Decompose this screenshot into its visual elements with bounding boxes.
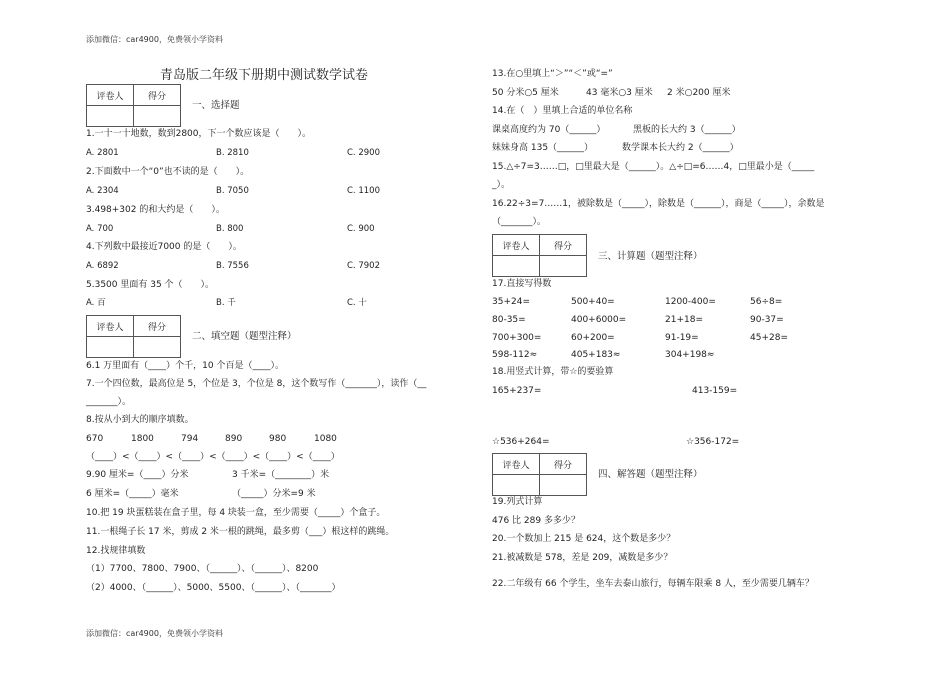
calc-item: 598-112≈	[492, 350, 538, 360]
question-18c: ☆536+264=	[492, 437, 550, 447]
question-21: 21.被减数是 578，差是 209，减数是多少？	[492, 553, 673, 563]
question-8: 8.按从小到大的顺序填数。	[86, 415, 194, 425]
section-title-2: 二、填空题（题型注释）	[192, 331, 297, 342]
score-box-1	[86, 84, 181, 127]
q8-number-2: 1800	[131, 434, 154, 444]
q1-option-b: B. 2810	[216, 148, 249, 158]
question-18d: ☆356-172=	[686, 437, 740, 447]
q5-option-b: B. 千	[216, 298, 236, 308]
reviewer-label: 评卷人	[87, 85, 134, 106]
q8-number-5: 980	[269, 434, 287, 444]
q8-number-1: 670	[86, 434, 104, 444]
question-7-cont: _______）。	[86, 397, 132, 407]
question-12b: （2）4000、（______）、5000、5500、（______）、（_______）	[86, 583, 341, 593]
question-15-cont: _）。	[492, 180, 511, 190]
score-label: 得分	[540, 235, 587, 256]
question-14d: 数学课本长大约 2（______）	[622, 143, 739, 153]
calc-item: 304+198≈	[665, 350, 715, 360]
section-title-1: 一、选择题	[192, 100, 240, 111]
calc-item: 21+18=	[665, 315, 703, 325]
question-19a: 476 比 289 多多少？	[492, 516, 580, 526]
page-title: 青岛版二年级下册期中测试数学试卷	[160, 68, 369, 83]
reviewer-label: 评卷人	[493, 235, 540, 256]
score-cell	[540, 475, 587, 496]
question-10: 10.把 19 块蛋糕装在盒子里，每 4 块装一盒，至少需要（_____）个盒子。	[86, 508, 386, 518]
q4-option-c: C. 7902	[347, 261, 380, 271]
calc-item: 35+24=	[492, 297, 530, 307]
reviewer-cell	[493, 475, 540, 496]
question-12: 12.找规律填数	[86, 546, 146, 556]
question-13c: 2 米○200 厘米	[667, 88, 731, 98]
calc-item: 1200-400=	[665, 297, 716, 307]
q8-blanks: （____）<（____）<（____）<（____）<（____）<（____）	[86, 452, 340, 462]
question-5: 5.3500 里面有 35 个（ ）。	[86, 280, 215, 290]
question-13: 13.在○里填上“＞”“＜”或“=”	[492, 69, 613, 79]
score-box-2	[86, 315, 181, 358]
q1-option-a: A. 2801	[86, 148, 119, 158]
question-14b: 黑板的长大约 3（______）	[633, 125, 741, 135]
calc-item: 80-35=	[492, 315, 526, 325]
calc-item: 400+6000=	[571, 315, 627, 325]
question-3: 3.498+302 的和大约是（ ）。	[86, 205, 225, 215]
score-box-3	[492, 234, 587, 277]
question-6: 6.1 万里面有（____）个千，10 个百是（____）。	[86, 361, 284, 371]
footer-note: 添加微信：car4900，免费领小学资料	[86, 629, 223, 638]
calc-item: 700+300=	[492, 333, 542, 343]
question-9c: 6 厘米=（_____）毫米	[86, 489, 179, 499]
reviewer-label: 评卷人	[87, 316, 134, 337]
question-2: 2.下面数中一个“0”也不读的是（ ）。	[86, 167, 250, 177]
question-12a: （1）7700、7800、7900、（______）、（______）、8200	[86, 564, 319, 574]
q2-option-c: C. 1100	[347, 186, 380, 196]
question-14c: 妹妹身高 135（______）	[492, 143, 594, 153]
question-18: 18.用竖式计算，带☆的要验算	[492, 367, 614, 377]
score-label: 得分	[540, 454, 587, 475]
q4-option-b: B. 7556	[216, 261, 249, 271]
q8-number-3: 794	[181, 434, 199, 444]
question-9b: 3 千米=（________）米	[232, 470, 330, 480]
calc-item: 405+183≈	[571, 350, 621, 360]
calc-item: 500+40=	[571, 297, 615, 307]
question-16: 16.22÷3=7……1，被除数是（_____），除数是（______），商是（_____），余数是	[492, 199, 825, 209]
score-label: 得分	[134, 85, 181, 106]
question-14: 14.在（ ）里填上合适的单位名称	[492, 106, 633, 116]
question-4: 4.下列数中最接近7000 的是（ ）。	[86, 242, 242, 252]
score-cell	[540, 256, 587, 277]
header-note: 添加微信：car4900，免费领小学资料	[86, 35, 223, 44]
question-18b: 413-159=	[692, 386, 738, 396]
score-label: 得分	[134, 316, 181, 337]
section-title-3: 三、计算题（题型注释）	[598, 251, 703, 262]
q2-option-b: B. 7050	[216, 186, 249, 196]
question-16-cont: （_______）。	[492, 217, 547, 227]
question-1: 1.一十一十地数，数到2800，下一个数应该是（ ）。	[86, 129, 311, 139]
q3-option-b: B. 800	[216, 224, 244, 234]
question-19: 19.列式计算	[492, 497, 543, 507]
calc-item: 90-37=	[750, 315, 784, 325]
score-cell	[134, 106, 181, 127]
section-title-4: 四、解答题（题型注释）	[598, 469, 703, 480]
q8-number-4: 890	[225, 434, 243, 444]
question-15: 15.△÷7=3……□，□里最大是（______）。△÷□=6……4，□里最小是（_____	[492, 162, 815, 172]
score-cell	[134, 337, 181, 358]
q3-option-a: A. 700	[86, 224, 114, 234]
question-22: 22.二年级有 66 个学生，坐车去泰山旅行，每辆车限乘 8 人，至少需要几辆车？	[492, 579, 814, 589]
calc-item: 91-19=	[665, 333, 699, 343]
calc-item: 56÷8=	[750, 297, 783, 307]
question-7: 7.一个四位数，最高位是 5，个位是 3，个位是 8，这个数写作（_______），读作（__	[86, 379, 427, 389]
question-18a: 165+237=	[492, 386, 542, 396]
question-14a: 课桌高度约为 70（______）	[492, 125, 606, 135]
question-11: 11.一根绳子长 17 米，剪成 2 米一根的跳绳，最多剪（___）根这样的跳绳。	[86, 527, 395, 537]
question-20: 20.一个数加上 215 是 624，这个数是多少？	[492, 534, 676, 544]
reviewer-cell	[87, 337, 134, 358]
q4-option-a: A. 6892	[86, 261, 119, 271]
reviewer-cell	[493, 256, 540, 277]
calc-item: 60+200=	[571, 333, 615, 343]
question-9d: （_____）分米=9 米	[232, 489, 316, 499]
calc-item: 45+28=	[750, 333, 788, 343]
question-13a: 50 分米○5 厘米	[492, 88, 559, 98]
q5-option-a: A. 百	[86, 298, 106, 308]
q1-option-c: C. 2900	[347, 148, 380, 158]
reviewer-label: 评卷人	[493, 454, 540, 475]
question-9a: 9.90 厘米=（____）分米	[86, 470, 189, 480]
score-box-4	[492, 453, 587, 496]
question-13b: 43 毫米○3 厘米	[586, 88, 653, 98]
q3-option-c: C. 900	[347, 224, 375, 234]
q5-option-c: C. 十	[347, 298, 367, 308]
q8-number-6: 1080	[314, 434, 337, 444]
q2-option-a: A. 2304	[86, 186, 119, 196]
question-17: 17.直接写得数	[492, 279, 552, 289]
reviewer-cell	[87, 106, 134, 127]
